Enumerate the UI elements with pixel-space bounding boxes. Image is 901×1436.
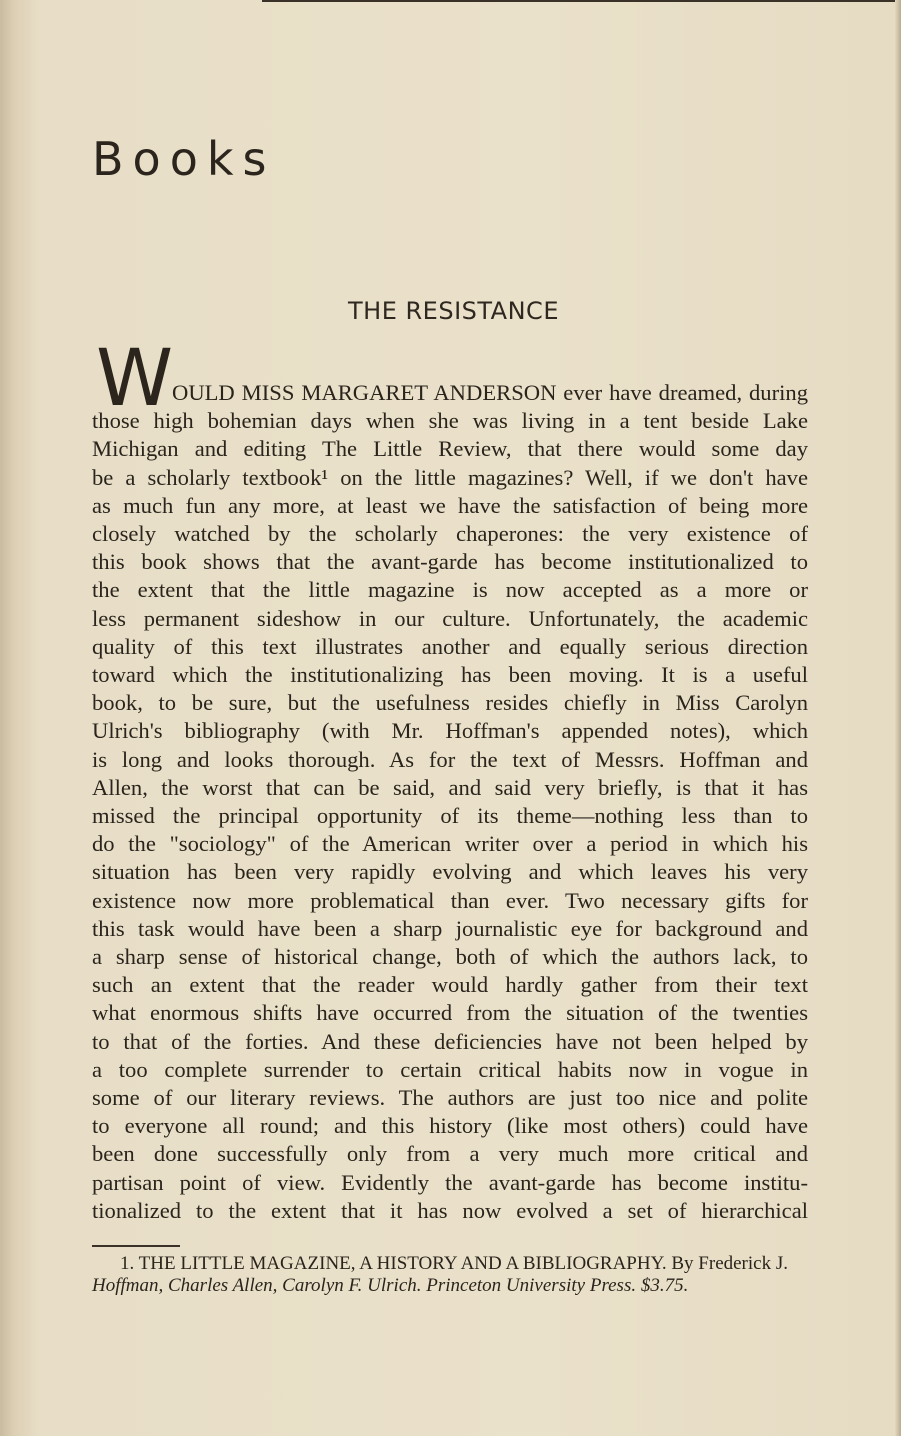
body-line: some of our literary reviews. The authors are just too nice and polite — [92, 1085, 808, 1111]
body-line: as much fun any more, at least we have the satisfaction of being more — [92, 492, 808, 518]
body-line: Michigan and editing The Little Review, that there would some day — [92, 436, 808, 462]
body-line: a sharp sense of historical change, both of which the authors lack, to — [92, 944, 808, 970]
body-line: do the "sociology" of the American writer over a period in which his — [92, 831, 808, 857]
body-line: situation has been very rapidly evolving and which leaves his very — [92, 859, 808, 885]
body-line: this task would have been a sharp journalistic eye for background and — [92, 915, 808, 941]
body-line: Allen, the worst that can be said, and said very briefly, is that it has — [92, 774, 808, 800]
section-title: Books — [92, 132, 276, 186]
body-line: be a scholarly textbook¹ on the little magazines? Well, if we don't have — [92, 464, 808, 490]
body-line: toward which the institutionalizing has been moving. It is a useful — [92, 662, 808, 688]
body-line: partisan point of view. Evidently the avant-garde has become institu- — [92, 1169, 808, 1195]
drop-cap: W — [96, 334, 174, 424]
body-line: quality of this text illustrates another and equally serious direction — [92, 633, 808, 659]
body-line: closely watched by the scholarly chaperones: the very existence of — [92, 521, 808, 547]
footnote-line: 1. THE LITTLE MAGAZINE, A HISTORY AND A BIBLIOGRAPHY. By Frederick J. — [120, 1253, 788, 1274]
body-line: missed the principal opportunity of its theme—nothing less than to — [92, 803, 808, 829]
footnote — [92, 1253, 808, 1297]
body-line: to everyone all round; and this history (like most others) could have — [92, 1113, 808, 1139]
article-heading: THE RESISTANCE — [348, 297, 559, 325]
body-line: book, to be sure, but the usefulness resides chiefly in Miss Carolyn — [92, 690, 808, 716]
body-line: a too complete surrender to certain critical habits now in vogue in — [92, 1056, 808, 1082]
body-line: such an extent that the reader would hardly gather from their text — [92, 972, 808, 998]
body-line: to that of the forties. And these deficiencies have not been helped by — [92, 1028, 808, 1054]
body-line: the extent that the little magazine is now accepted as a more or — [92, 577, 808, 603]
body-line: is long and looks thorough. As for the text of Messrs. Hoffman and — [92, 746, 808, 772]
body-line: what enormous shifts have occurred from the situation of the twenties — [92, 1000, 808, 1026]
article-body — [92, 379, 808, 1225]
body-line: existence now more problematical than ever. Two necessary gifts for — [92, 887, 808, 913]
page-edge — [895, 0, 901, 1436]
body-line: Ulrich's bibliography (with Mr. Hoffman's appended notes), which — [92, 718, 808, 744]
top-rule — [262, 0, 901, 2]
body-line: OULD MISS MARGARET ANDERSON ever have dreamed, during — [172, 380, 808, 405]
footnote-rule — [92, 1245, 180, 1247]
body-line: tionalized to the extent that it has now evolved a set of hierarchical — [92, 1197, 808, 1223]
body-line: those high bohemian days when she was living in a tent beside Lake — [92, 408, 808, 434]
body-line: this book shows that the avant-garde has become institutionalized to — [92, 549, 808, 575]
body-line: less permanent sideshow in our culture. Unfortunately, the academic — [92, 605, 808, 631]
body-line: been done successfully only from a very much more critical and — [92, 1141, 808, 1167]
footnote-line: Hoffman, Charles Allen, Carolyn F. Ulrich. Princeton University Press. $3.75. — [92, 1275, 689, 1296]
